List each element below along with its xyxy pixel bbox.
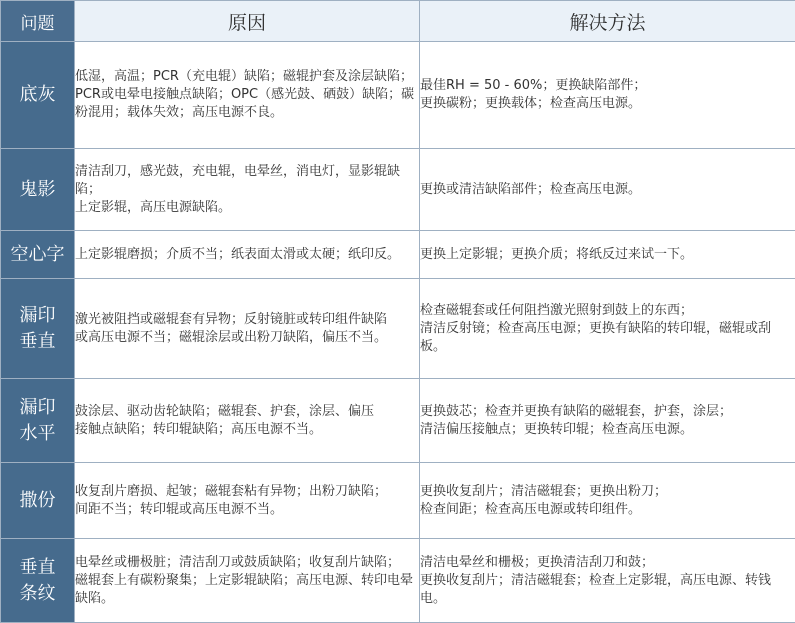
header-row	[1, 1, 795, 42]
cause-text: 电晕丝或栅极脏；清洁刮刀或鼓质缺陷；收复刮片缺陷；	[75, 554, 401, 570]
problem-label: 水平	[19, 422, 56, 444]
fix-text: 更换上定影辊；更换介质；将纸反过来试一下。	[420, 246, 694, 262]
fix-text: 清洁反射镜；检查高压电源；更换有缺陷的转印辊，磁辊或刮板。	[420, 320, 772, 354]
problem-label: 底灰	[19, 84, 56, 105]
fix-text: 检查间距；检查高压电源或转印组件。	[420, 501, 642, 517]
cause-text: 或高压电源不当；磁辊涂层或出粉刀缺陷，偏压不当。	[75, 329, 388, 345]
fix-text: 清洁电晕丝和栅极；更换清洁刮刀和鼓；	[420, 554, 655, 570]
cause-text: 激光被阻挡或磁辊套有异物；反射镜脏或转印组件缺陷	[75, 311, 388, 327]
problem-cell	[1, 539, 75, 623]
fix-text: 更换鼓芯；检查并更换有缺陷的磁辊套，护套，涂层；	[420, 403, 733, 419]
fix-text: 更换收复刮片；清洁磁辊套；检查上定影辊，高压电源、转钱电。	[420, 572, 772, 606]
problem-label: 垂直	[19, 330, 56, 352]
problem-cell	[1, 463, 75, 539]
fix-text: 更换碳粉；更换载体；检查高压电源。	[420, 96, 642, 111]
problem-label: 鬼影	[19, 178, 56, 200]
fix-cell	[420, 279, 795, 379]
problem-label: 条纹	[19, 582, 56, 604]
cause-text: 接触点缺陷；转印辊缺陷；高压电源不当。	[75, 421, 323, 437]
fix-cell	[420, 539, 795, 623]
table-row	[1, 279, 795, 379]
problem-cell	[1, 379, 75, 463]
table-row	[1, 149, 795, 231]
table-row	[1, 42, 795, 149]
problem-label: 漏印	[19, 396, 56, 418]
cause-cell	[75, 149, 420, 231]
table-row	[1, 231, 795, 279]
fix-cell	[420, 231, 795, 279]
cause-cell	[75, 42, 420, 149]
problem-label: 空心字	[10, 243, 65, 265]
table-row	[1, 463, 795, 539]
fix-text: 检查磁辊套或任何阻挡激光照射到鼓上的东西；	[420, 302, 694, 318]
fix-text: 清洁偏压接触点；更换转印辊；检查高压电源。	[420, 421, 694, 437]
fix-cell	[420, 463, 795, 539]
cause-cell	[75, 539, 420, 623]
problem-cell	[1, 149, 75, 231]
cause-text: 鼓涂层、驱动齿轮缺陷；磁辊套、护套，涂层、偏压	[75, 403, 375, 419]
header-problem: 问题	[1, 1, 75, 42]
cause-text: 间距不当；转印辊或高压电源不当。	[75, 501, 284, 517]
header-fix: 解决方法	[420, 1, 795, 42]
fix-text: 最佳RH = 50 - 60%；更换缺陷部件；	[420, 78, 647, 93]
cause-text: 上定影辊磨损；介质不当；纸表面太滑或太硬；纸印反。	[75, 246, 401, 262]
fix-text: 更换收复刮片；清洁磁辊套；更换出粉刀；	[420, 483, 668, 499]
table-row	[1, 539, 795, 623]
fix-cell	[420, 42, 795, 149]
cause-text: PCR或电晕电接触点缺陷；OPC（感光鼓、硒鼓）缺陷；碳粉混用；载体失效；高压电源不良。	[75, 87, 415, 120]
cause-cell	[75, 379, 420, 463]
cause-text: 低湿，高温；PCR（充电辊）缺陷；磁辊护套及涂层缺陷；	[75, 69, 413, 84]
problem-cell	[1, 231, 75, 279]
fix-cell	[420, 379, 795, 463]
cause-text: 上定影辊，高压电源缺陷。	[75, 199, 232, 215]
problem-cell	[1, 279, 75, 379]
problem-label: 撒份	[19, 489, 56, 511]
fix-text: 更换或清洁缺陷部件；检查高压电源。	[420, 181, 642, 197]
cause-cell	[75, 279, 420, 379]
problem-cell	[1, 42, 75, 149]
cause-text: 清洁刮刀，感光鼓，充电辊，电晕丝，消电灯，显影辊缺陷；	[75, 163, 401, 197]
problem-label: 漏印	[19, 304, 56, 326]
cause-text: 磁辊套上有碳粉聚集；上定影辊缺陷；高压电源、转印电晕缺陷。	[75, 572, 414, 606]
fix-cell	[420, 149, 795, 231]
table-row	[1, 379, 795, 463]
cause-text: 收复刮片磨损、起皱；磁辊套粘有异物；出粉刀缺陷；	[75, 483, 388, 499]
cause-cell	[75, 463, 420, 539]
header-cause: 原因	[75, 1, 420, 42]
problem-label: 垂直	[19, 556, 56, 578]
cause-cell	[75, 231, 420, 279]
